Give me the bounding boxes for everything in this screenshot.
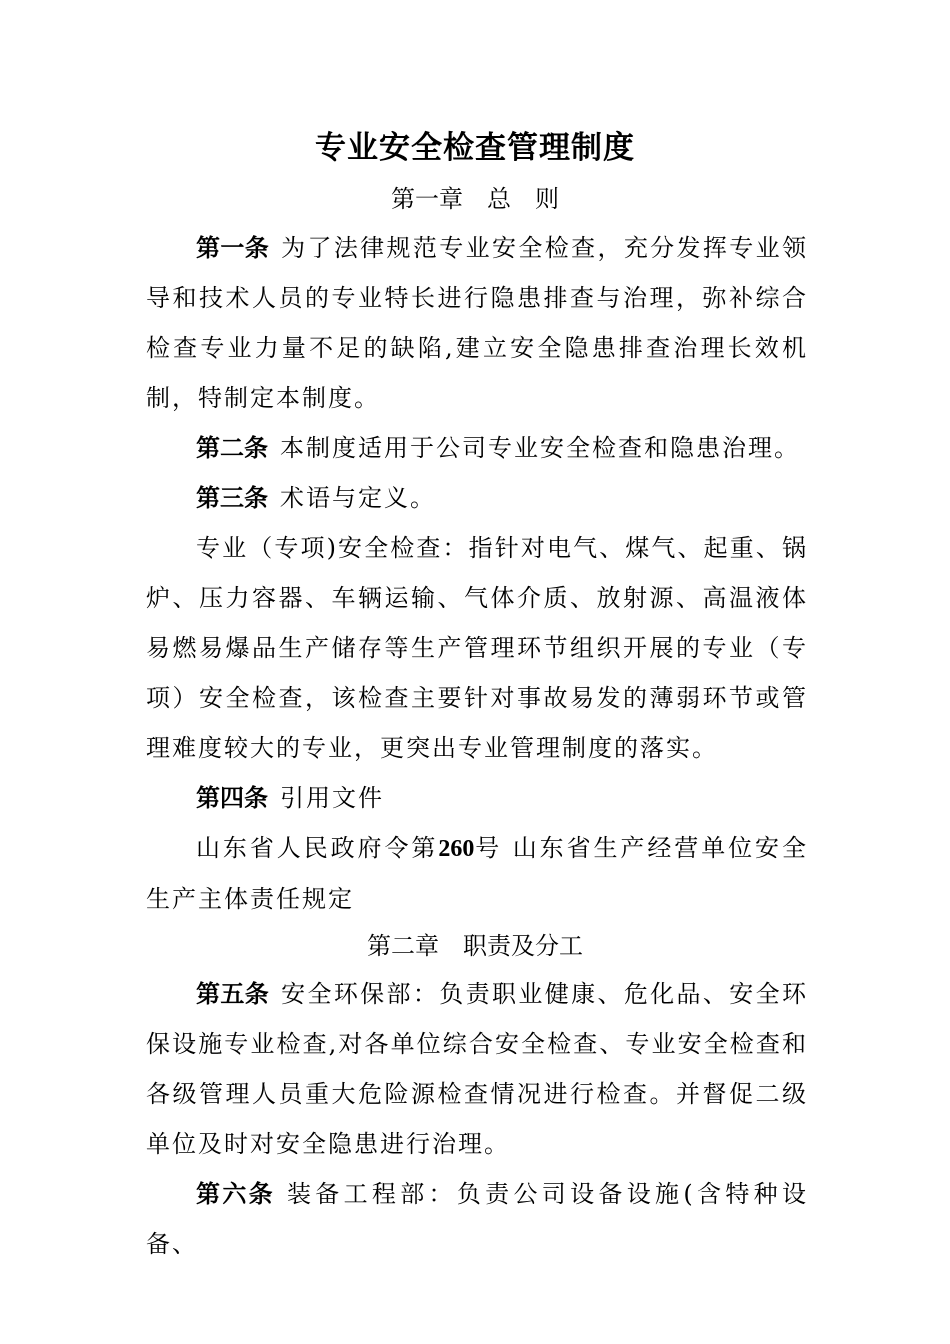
article-3-text: 术语与定义。	[280, 484, 436, 512]
article-3	[146, 473, 808, 523]
article-1-text: 为了法律规范专业安全检查，充分发挥专业领导和技术人员的专业特长进行隐患排查与治理，弥补综合检查专业力量不足的缺陷,建立安全隐患排查治理长效机制，特制定本制度。	[146, 234, 809, 412]
article-2-label: 第二条	[196, 434, 268, 462]
chapter-2-body	[146, 969, 808, 1269]
article-6-text: 装备工程部：负责公司设备设施(含特种设备、	[146, 1180, 808, 1258]
chapter-2-heading: 第二章 职责及分工	[367, 932, 583, 960]
reference-number: 260	[438, 836, 475, 862]
article-5-label: 第五条	[196, 980, 270, 1008]
article-6-label: 第六条	[196, 1180, 275, 1208]
article-1	[146, 223, 808, 423]
article-4-label: 第四条	[196, 784, 268, 812]
article-5-text: 安全环保部：负责职业健康、危化品、安全环保设施专业检查,对各单位综合安全检查、专业安全检查和各级管理人员重大危险源检查情况进行检查。并督促二级单位及时对安全隐患进行治理。	[146, 980, 809, 1158]
chapter-1-heading: 第一章 总 则	[391, 185, 559, 213]
article-2-text: 本制度适用于公司专业安全检查和隐患治理。	[280, 434, 800, 462]
reference-paragraph	[146, 823, 808, 924]
article-3-label: 第三条	[196, 484, 268, 512]
article-4	[146, 773, 808, 823]
definition-paragraph: 专业（专项)安全检查：指针对电气、煤气、起重、锅炉、压力容器、车辆运输、气体介质、放射源、高温液体易燃易爆品生产储存等生产管理环节组织开展的专业（专项）安全检查，该检查主要针对事故易发的薄弱环节或管理难度较大的专业，更突出专业管理制度的落实。	[146, 534, 808, 762]
reference-suffix: 号 山东省生产经营单位安全生产主体责任规定	[146, 834, 808, 913]
article-6	[146, 1169, 808, 1269]
article-2	[146, 423, 808, 473]
reference-prefix: 山东省人民政府令第	[196, 834, 439, 862]
article-1-label: 第一条	[196, 234, 270, 262]
chapter-1-body	[146, 223, 808, 924]
article-4-text: 引用文件	[280, 784, 384, 812]
article-5	[146, 969, 808, 1169]
document-title: 专业安全检查管理制度	[315, 130, 635, 166]
